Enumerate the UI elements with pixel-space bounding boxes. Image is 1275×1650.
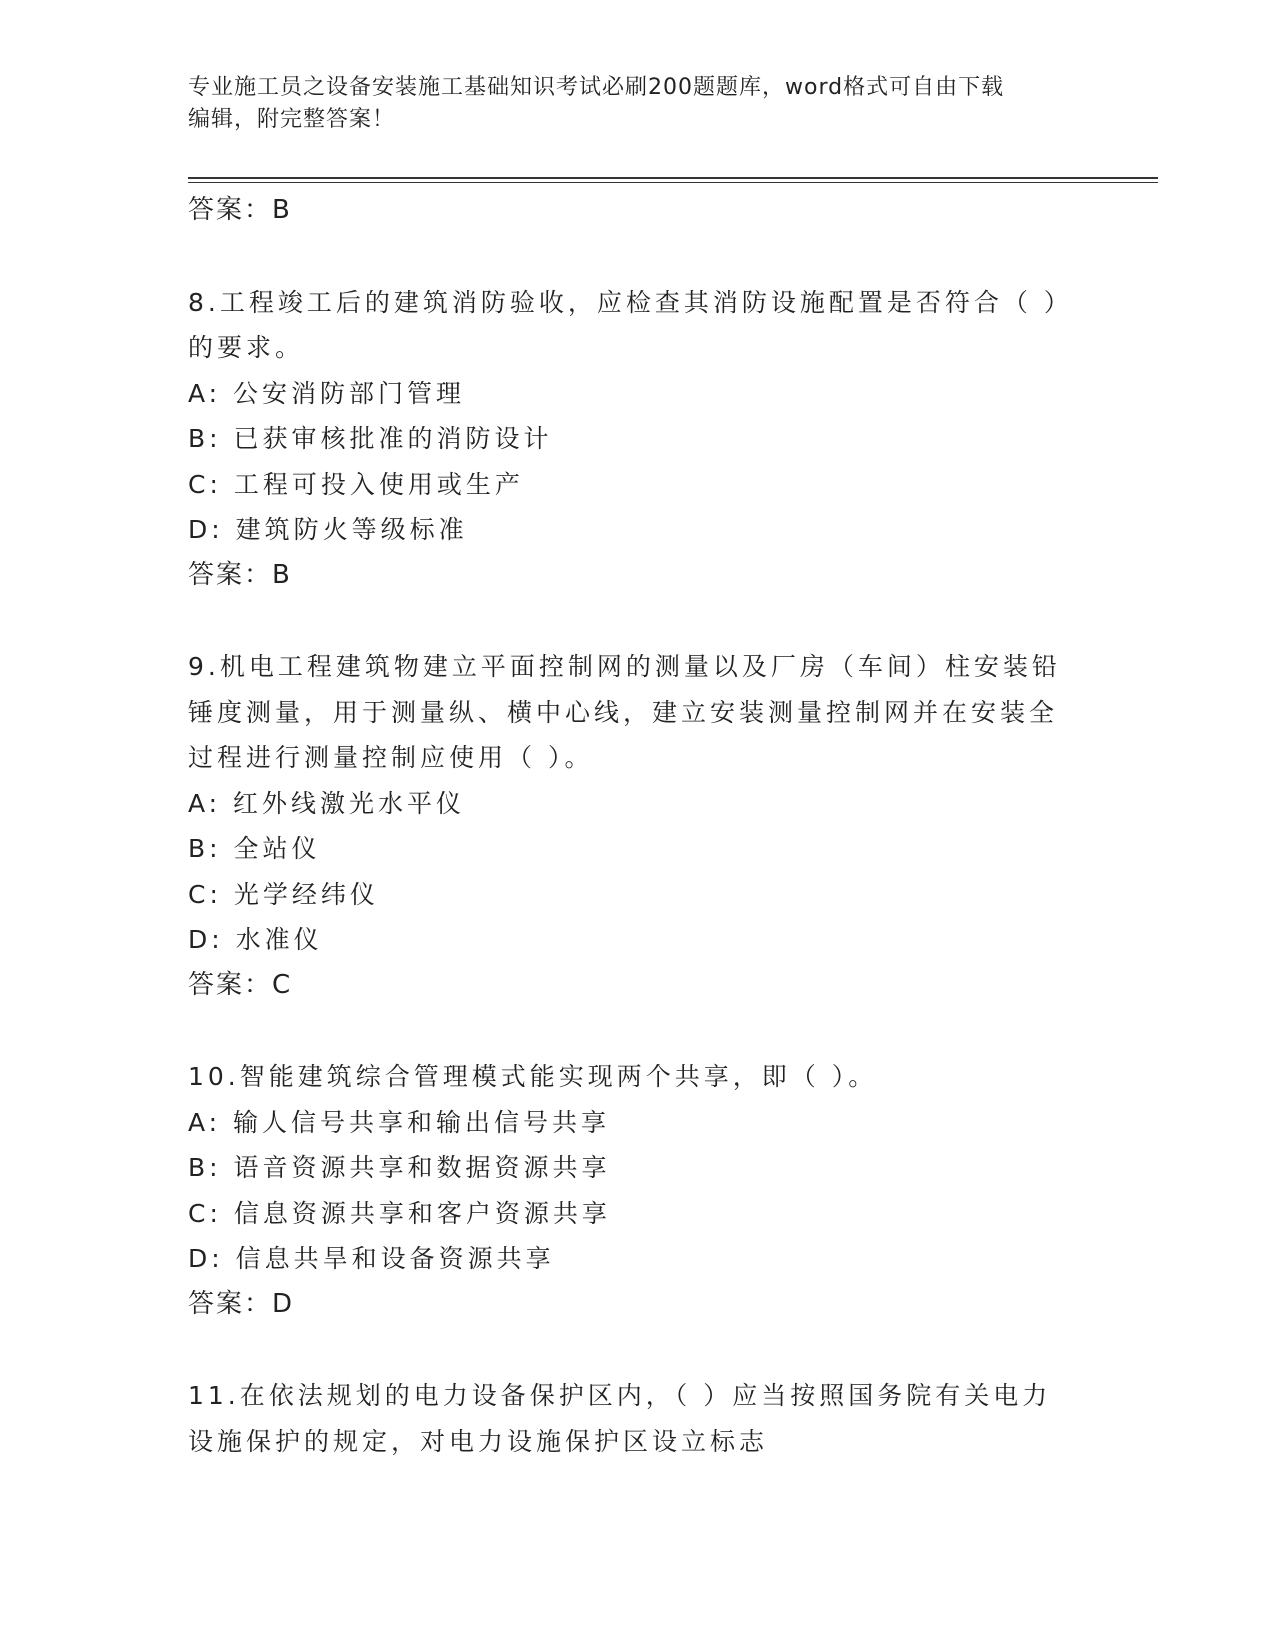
spacer [188,1327,1078,1373]
question-11 [188,1373,1078,1464]
option-c: C: 光学经纬仪 [188,879,379,909]
option-d: D: 建筑防火等级标准 [188,515,468,544]
question-stem: 过程进行测量控制应使用（ ）。 [188,743,594,772]
answer-line: 答案：B [188,195,292,225]
spacer [188,598,1078,644]
option-b: B: 全站仪 [188,834,321,863]
answer-line: 答案：C [188,969,293,1000]
header-rule-thick [188,177,1158,179]
option-b: B: 语音资源共享和数据资源共享 [188,1153,611,1182]
option-a: A: 公安消防部门管理 [188,378,466,408]
question-stem: 的要求。 [188,333,305,362]
option-a: A: 红外线激光水平仪 [188,788,466,818]
document-body [188,188,1078,1464]
question-stem: 设施保护的规定，对电力设施保护区设立标志 [188,1426,769,1456]
question-8 [188,280,1078,599]
question-stem: 9.机电工程建筑物建立平面控制网的测量以及厂房（车间）柱安装铅 [188,652,1061,681]
option-c: C: 工程可投入使用或生产 [188,469,524,499]
question-stem: 10.智能建筑综合管理模式能实现两个共享，即（ ）。 [188,1062,878,1091]
question-stem: 8.工程竣工后的建筑消防验收，应检查其消防设施配置是否符合（ ） [188,287,1073,317]
question-10 [188,1054,1078,1327]
option-b: B: 已获审核批准的消防设计 [188,424,553,453]
header-line-2: 编辑，附完整答案！ [188,107,396,132]
option-c: C: 信息资源共享和客户资源共享 [188,1198,611,1228]
header-rule-thin [188,182,1158,183]
question-stem: 11.在依法规划的电力设备保护区内，（ ）应当按照国务院有关电力 [188,1381,1052,1410]
option-d: D: 水准仪 [188,925,323,954]
answer-line: 答案：B [188,559,292,590]
question-stem: 锤度测量，用于测量纵、横中心线，建立安装测量控制网并在安装全 [188,697,1059,727]
header-line-1: 专业施工员之设备安装施工基础知识考试必刷200题题库，word格式可自由下载 [188,75,1005,100]
answer-line: 答案：D [188,1288,295,1319]
page-header [188,72,1068,136]
option-a: A: 输人信号共享和输出信号共享 [188,1107,611,1137]
spacer [188,1008,1078,1054]
question-9 [188,644,1078,1008]
spacer [188,234,1078,280]
option-d: D: 信息共旱和设备资源共享 [188,1244,555,1273]
